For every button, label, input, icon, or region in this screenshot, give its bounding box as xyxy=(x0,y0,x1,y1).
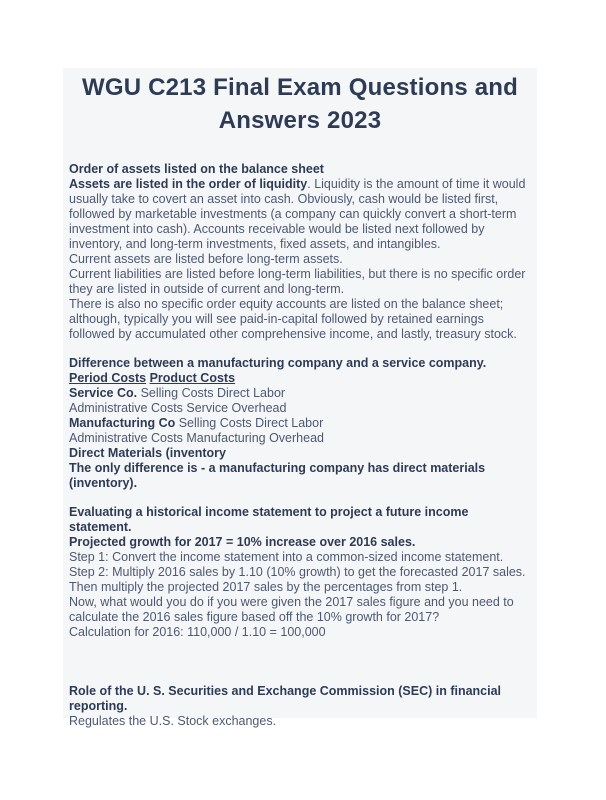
column-product-costs: Product Costs xyxy=(149,371,236,385)
answer-sec-role: Regulates the U.S. Stock exchanges. xyxy=(69,714,277,728)
section-balance-sheet-order xyxy=(69,162,531,342)
answer-current-liabilities: Current liabilities are listed before long-term liabilities, but there is no specific order they are listed in outside of current and long-term. xyxy=(69,267,526,296)
direct-materials-note: Direct Materials (inventory xyxy=(69,446,226,460)
projection-question: Now, what would you do if you were given the 2017 sales figure and you need to calculate the 2016 sales figure based off the 10% growth for 2017? xyxy=(69,595,514,624)
document-title: WGU C213 Final Exam Questions and Answers 2023 xyxy=(81,74,519,134)
projection-step3: Then multiply the projected 2017 sales by the percentages from step 1. xyxy=(69,580,463,594)
answer-liquidity-paragraph xyxy=(69,177,531,252)
document-page xyxy=(63,68,537,728)
section-manufacturing-vs-service xyxy=(69,356,531,491)
manufacturing-co-costs: Selling Costs Direct Labor xyxy=(175,416,324,430)
service-co-label: Service Co. xyxy=(69,386,138,400)
question-manufacturing-vs-service: Difference between a manufacturing company and a service company. xyxy=(69,356,487,370)
answer-liquidity-bold: Assets are listed in the order of liquidity xyxy=(69,177,308,191)
manufacturing-co-label: Manufacturing Co xyxy=(69,416,176,430)
column-period-costs: Period Costs xyxy=(69,371,147,385)
manufacturing-co-row xyxy=(69,416,531,431)
projection-step1: Step 1: Convert the income statement into a common-sized income statement. xyxy=(69,550,504,564)
question-sec-role: Role of the U. S. Securities and Exchange Commission (SEC) in financial reporting. xyxy=(69,684,502,713)
answer-equity-order: There is also no specific order equity accounts are listed on the balance sheet; although, typically you will see paid-in-capital followed by retained earnings followed by accumulated other comprehensive income, and lastly, treasury stock. xyxy=(69,297,517,341)
answer-current-assets: Current assets are listed before long-term assets. xyxy=(69,252,343,266)
section-sec-role xyxy=(69,684,531,729)
only-difference-note: The only difference is - a manufacturing company has direct materials (inventory). xyxy=(69,461,486,490)
projection-calculation: Calculation for 2016: 110,000 / 1.10 = 100,000 xyxy=(69,625,326,639)
section-income-statement-projection xyxy=(69,505,531,640)
answer-liquidity-text: . Liquidity is the amount of time it would usually take to covert an asset into cash. Obviously, cash would be listed first, followed by marketable investments (a company can quickly convert a short-term investment into cash). Accounts receivable would be listed next followed by inventory, and long-term investments, fixed assets, and intangibles. xyxy=(69,177,526,251)
cost-columns-row xyxy=(69,371,531,386)
manufacturing-co-row2: Administrative Costs Manufacturing Overhead xyxy=(69,431,324,445)
service-co-row2: Administrative Costs Service Overhead xyxy=(69,401,287,415)
document-body xyxy=(69,162,531,729)
service-co-costs: Selling Costs Direct Labor xyxy=(137,386,286,400)
question-balance-sheet-order: Order of assets listed on the balance sheet xyxy=(69,162,324,176)
service-co-row xyxy=(69,386,531,401)
projected-growth-subheading: Projected growth for 2017 = 10% increase over 2016 sales. xyxy=(69,535,416,549)
question-income-projection: Evaluating a historical income statement to project a future income statement. xyxy=(69,505,469,534)
projection-step2: Step 2: Multiply 2016 sales by 1.10 (10% growth) to get the forecasted 2017 sales. xyxy=(69,565,526,579)
